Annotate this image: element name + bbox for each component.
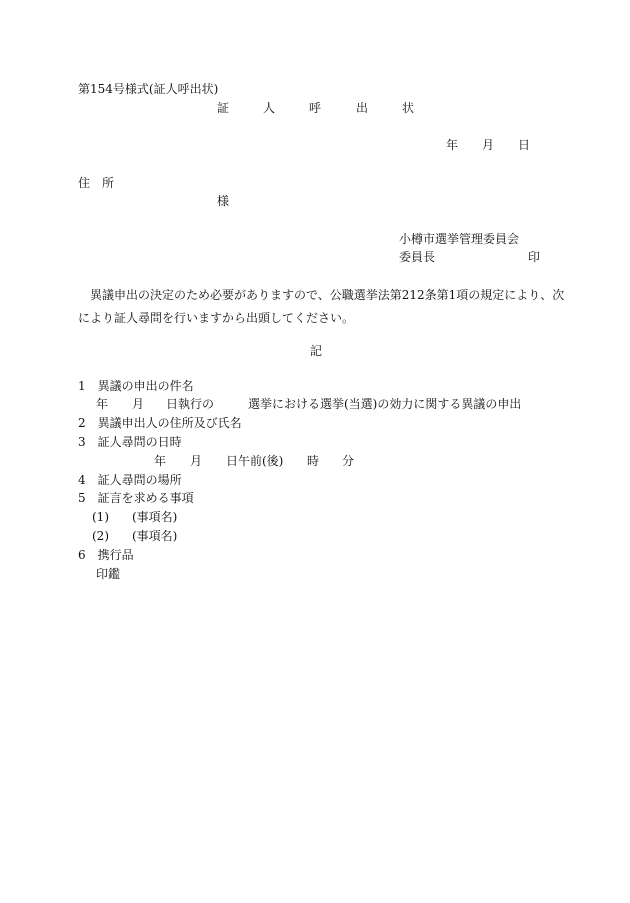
item-6-label: 6 携行品: [78, 548, 134, 562]
item-5-sub1-number: (1): [92, 510, 109, 524]
item-3-day: 日午前(後): [226, 454, 284, 468]
item-6-value: 印鑑: [96, 567, 121, 581]
date-year: 年: [446, 138, 459, 152]
item-1-text: 選挙における選挙(当選)の効力に関する異議の申出: [248, 397, 522, 411]
item-3-minute: 分: [342, 454, 355, 468]
item-1-year: 年: [96, 397, 109, 411]
item-3-hour: 時: [307, 454, 320, 468]
item-4-label: 4 証人尋問の場所: [78, 473, 182, 487]
seal-mark: 印: [528, 250, 541, 264]
item-1-month: 月: [132, 397, 145, 411]
title-char: 状: [402, 101, 415, 115]
body-paragraph: [78, 284, 565, 330]
issuer-org: 小樽市選挙管理委員会: [399, 232, 520, 246]
ki-heading: 記: [310, 344, 323, 358]
honorific-sama: 様: [217, 194, 230, 208]
title-char: 出: [356, 101, 369, 115]
form-number: 第154号様式(証人呼出状): [78, 82, 219, 96]
body-line: により証人尋問を行いますから出頭してください。: [78, 311, 355, 325]
item-3-year: 年: [154, 454, 167, 468]
item-1-day: 日執行の: [166, 397, 215, 411]
address-label: 住 所: [78, 176, 115, 190]
title-char: 呼: [309, 101, 322, 115]
item-5-sub2-text: (事項名): [132, 529, 178, 543]
item-5-sub2-number: (2): [92, 529, 109, 543]
title-char: 証: [217, 101, 230, 115]
body-line: 異議申出の決定のため必要がありますので、公職選挙法第212条第1項の規定により、次: [90, 288, 565, 302]
title-char: 人: [263, 101, 276, 115]
issuer-title: 委員長: [399, 250, 436, 264]
item-1-label: 1 異議の申出の件名: [78, 379, 194, 393]
date-day: 日: [518, 138, 531, 152]
item-2-label: 2 異議申出人の住所及び氏名: [78, 416, 242, 430]
item-5-sub1-text: (事項名): [132, 510, 178, 524]
date-month: 月: [482, 138, 495, 152]
item-3-label: 3 証人尋問の日時: [78, 435, 182, 449]
item-3-month: 月: [190, 454, 203, 468]
item-5-label: 5 証言を求める事項: [78, 491, 194, 505]
